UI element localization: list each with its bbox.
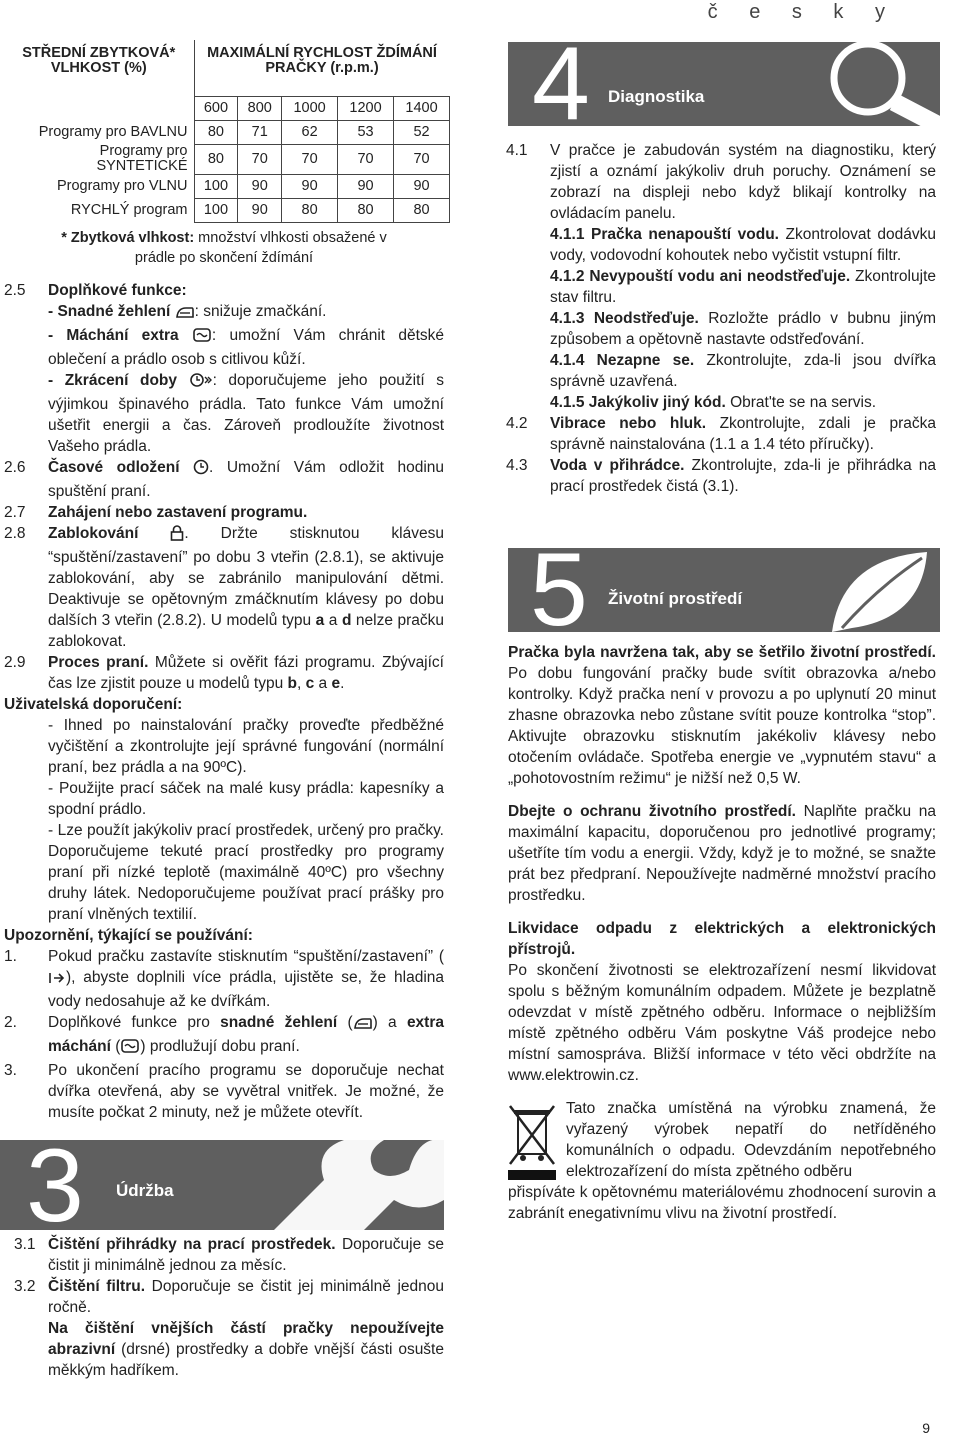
banner-title: Údržba: [116, 1181, 174, 1200]
speed-cell: 1200: [338, 96, 394, 120]
table-cell: 90: [394, 174, 450, 198]
banner-number: 5: [530, 548, 588, 632]
diag-item: 4.1.3 Neodstřeďuje. Rozložte prádlo v bubnu jiným způsobem a opětovně nastavte odstřeďování.: [550, 310, 936, 348]
table-cell: 70: [238, 144, 282, 174]
row-label: Programy pro BAVLNU: [4, 120, 194, 144]
diag-item: 4.1.2 Nevypouští vodu ani neodstřeďuje. Zkontrolujte stav filtru.: [550, 268, 936, 306]
time-reduction-item: - Zkrácení doby : doporučujeme jeho použití s výjimkou špinavého prádla. Tato funkce Vám umožní ušetřit energii a čas. Zároveň prodloužíte životnost Vašeho prádla.: [48, 371, 444, 455]
extra-rinse-icon: [120, 1038, 140, 1060]
weee-block: [508, 1098, 936, 1224]
easy-iron-item: - Snadné žehlení : snižuje zmačkání.: [4, 301, 444, 325]
table-cell: 62: [282, 120, 338, 144]
start-pause-icon: [48, 970, 66, 991]
extra-rinse-item: - Máchání extra : umožní Vám chránit dětské oblečení a prádlo osob s citlivou kůží.: [48, 326, 445, 368]
maintenance-banner: [0, 1140, 444, 1230]
user-recommendation: - Ihned po nainstalování pračky proveďte předběžné vyčištění a zkontrolujte její správné fungování (normální praní, bez prádla a na 90ºC).: [48, 716, 444, 776]
table-cell: 80: [338, 198, 394, 222]
lock-icon: [170, 525, 184, 547]
table-cell: 90: [338, 174, 394, 198]
section-4-3: 4.3 Voda v přihrádce. Zkontrolujte, zda-li je přihrádka na prací prostředek čistá (3.1).: [506, 457, 936, 495]
section-4-1: 4.1 V pračce je zabudován systém na diagnostiku, který zjistí a oznámí jakýkoliv druh poruchy. Oznámení se zobrazí na displeji nebo když blikají kontrolky na ovládacím panelu.: [506, 142, 936, 222]
weee-text: Tato značka umístěná na výrobku znamená, že vyřazený výrobek nepatří do netříděného komunálních o odpadu. Odevzdáním nepotřebného elektrozařízení do místa zpětného odběru: [566, 1100, 936, 1180]
table-cell: 80: [394, 198, 450, 222]
section-number: 2.5: [4, 281, 26, 299]
residual-moisture-table: [4, 40, 450, 223]
weee-text: přispíváte k opětovnému materiálovému zhodnocení surovin a zabránít enegativnímu vlivu na životní prostředí.: [508, 1184, 936, 1222]
section-3-2: 3.2 Čištění filtru. Doporučuje se čistit jej minimálně jednou ročně.: [14, 1278, 444, 1316]
section-2-6: 2.6 Časové odložení . Umožní Vám odložit hodinu spuštění praní.: [4, 458, 444, 500]
table-cell: 53: [338, 120, 394, 144]
magnifier-icon: [820, 42, 940, 126]
table-cell: 100: [194, 174, 238, 198]
table-cell: 71: [238, 120, 282, 144]
iron-icon: [175, 304, 195, 325]
language-label: č e s k y: [707, 1, 898, 23]
table-cell: 70: [338, 144, 394, 174]
user-recommendation: - Lze použít jakýkoliv prací prostředek, určený pro pračky. Doporučujeme tekuté prací prostředky pro programy praní při nízké teplotě (maximálně 40ºC) pro všechny druhy látek. Nedoporučujeme používat prací prášky pro praní vlněných textilií.: [48, 821, 444, 923]
page-number: 9: [922, 1420, 930, 1436]
table-row: [4, 144, 450, 174]
table-cell: 80: [282, 198, 338, 222]
table-cell: 90: [238, 198, 282, 222]
table-cell: 52: [394, 120, 450, 144]
section-2-8: 2.8 Zablokování . Držte stisknutou klávesu “spuštění/zastavení” po dobu 3 vteřin (2.8.1), se aktivuje zablokování, aby se zabránilo manipulování dětmi. Deaktivuje se opětovným zmáčknutím klávesy po dobu dalších 3 vteřin (2.8.2). U modelů typu a a d nelze pračku zablokovat.: [4, 524, 445, 650]
diag-item: 4.1.4 Nezapne se. Zkontrolujte, zda-li jsou dvířka správně uzavřená.: [550, 352, 936, 390]
weee-title: Likvidace odpadu z elektrických a elektronických přístrojů.: [508, 920, 936, 958]
table-note: * Zbytková vlhkost: množství vlhkosti obsažené v prádle po skončení ždímání: [61, 229, 387, 266]
diagnostics-banner: [508, 42, 940, 126]
warning-item: 3. Po ukončení pracího programu se doporučuje nechat dvířka otevřená, aby se vyvětral vnitřek. Je možné, že musíte počkat 2 minuty, než je můžete otevřít.: [4, 1061, 444, 1121]
cleaning-note: Na čištění vnějších částí pračky nepoužívejte abrazivní (drsné) prostředky a dobře vnější části osušte měkkým hadříkem.: [48, 1320, 444, 1379]
left-column: [4, 40, 444, 1123]
table-row: [4, 198, 450, 222]
section-2-5: 2.5 Doplňkové funkce:: [4, 281, 187, 299]
banner-title: Diagnostika: [608, 87, 705, 106]
crossed-bin-icon: [508, 1102, 558, 1188]
table-cell: 90: [238, 174, 282, 198]
iron-icon: [353, 1015, 373, 1036]
section-2-9: 2.9 Proces praní. Můžete si ověřit fázi programu. Zbývající čas lze zjistit pouze u modelů typu b, c a e.: [4, 653, 444, 692]
wrench-icon: [214, 1140, 444, 1230]
banner-number: 3: [26, 1140, 84, 1230]
table-row: [4, 174, 450, 198]
env-paragraph: Dbejte o ochranu životního prostředí. Naplňte pračku na maximální kapacitu, doporučenou pro jednotlivé programy; ušetříte tím vodu a energii. Vždy, když je to možné, se snažte prát bez předpraní. Nepoužívejte nadměrné množství pracího prostředku.: [508, 803, 936, 904]
banner-number: 4: [532, 42, 590, 126]
section-4-2: 4.2 Vibrace nebo hluk. Zkontrolujte, zdali je pračka správně nainstalována (1.1 a 1.4 této příručky).: [506, 415, 936, 453]
warning-item: 2. Doplňkové funkce pro snadné žehlení ( ) a extra máchání ( ) prodlužují dobu praní.: [4, 1012, 444, 1060]
row-label: Programy pro SYNTETICKÉ: [4, 144, 194, 174]
section-number: 2.8: [4, 524, 26, 542]
section-3-1: 3.1 Čištění přihrádky na prací prostředek. Doporučuje se čistit ji minimálně jednou za měsíc.: [14, 1236, 444, 1274]
environment-banner: [508, 548, 940, 632]
section-number: 2.6: [4, 458, 26, 476]
section-number: 2.7: [4, 503, 26, 521]
env-paragraph: Pračka byla navržena tak, aby se šetřilo životní prostředí. Po dobu fungování pračky bude svítit obrazovka a/nebo kontrolky. Když pračka není v provozu a po uplynutí 20 minut zhasne obrazovka nebo zůstane svítit pouze kontrolka “stop”. Aktivujte obrazovku stisknutím jakékoliv klávesy nebo otočením ovládače. Spotřeba energie ve „vypnutém stavu“ a „pohotovostním režimu“ je nižší než 0,5 W.: [508, 644, 936, 787]
table-cell: 90: [282, 174, 338, 198]
leaf-icon: [822, 548, 932, 632]
environment-section: [508, 642, 936, 1224]
table-col2-header: MAXIMÁLNÍ RYCHLOST ŽDÍMÁNÍ PRAČKY (r.p.m.): [194, 40, 450, 96]
diag-item: 4.1.5 Jakýkoliv jiný kód. Obrat'te se na servis.: [550, 394, 877, 411]
table-col1-header: STŘEDNÍ ZBYTKOVÁ* VLHKOST (%): [22, 45, 176, 76]
table-cell: 70: [282, 144, 338, 174]
row-label: RYCHLÝ program: [4, 198, 194, 222]
speed-cell: 1400: [394, 96, 450, 120]
maintenance-section: [4, 1234, 444, 1381]
table-cell: 100: [194, 198, 238, 222]
table-cell: 80: [194, 144, 238, 174]
user-recommendation: - Použijte prací sáček na malé kusy prádla: kapesníky a spodní prádlo.: [48, 779, 444, 818]
table-cell: 80: [194, 120, 238, 144]
delay-timer-icon: [193, 459, 209, 481]
extra-rinse-icon: [192, 327, 212, 349]
section-2-7: 2.7 Zahájení nebo zastavení programu.: [4, 503, 308, 521]
table-cell: 70: [394, 144, 450, 174]
diagnostics-section: [506, 140, 936, 497]
speed-cell: 800: [238, 96, 282, 120]
user-recommendations-title: Uživatelská doporučení:: [4, 695, 183, 713]
usage-warnings-title: Upozornění, týkající se používání:: [4, 926, 253, 944]
speed-cell: 600: [194, 96, 238, 120]
speed-cell: 1000: [282, 96, 338, 120]
time-reduction-icon: [189, 372, 213, 394]
warning-item: 1. Pokud pračku zastavíte stisknutím “spuštění/zastavení” (), abyste doplnili více prádla, ujistěte se, že hladina vody nedosahuje až ke dvířkám.: [4, 947, 444, 1010]
row-label: Programy pro VLNU: [4, 174, 194, 198]
section-number: 2.9: [4, 653, 26, 671]
env-paragraph: Po skončení životnosti se elektrozařízení nesmí likvidovat spolu s běžným komunálním odpadem. Můžete je bezplatně odevzdat v místě zpětného odběru. Informace o nejbližším místě zpětného odběru Vám poskytne Váš prodejce nebo místní samosprávа. Bližší informace v této věci obdržíte na www.elektrowin.cz.: [508, 962, 936, 1084]
diag-item: 4.1.1 Pračka nenapouští vodu. Zkontrolovat dodávku vody, vodovodní kohoutek nebo vyčistit vstupní filtr.: [550, 226, 936, 264]
banner-title: Životní prostředí: [608, 589, 743, 608]
table-row: [4, 120, 450, 144]
